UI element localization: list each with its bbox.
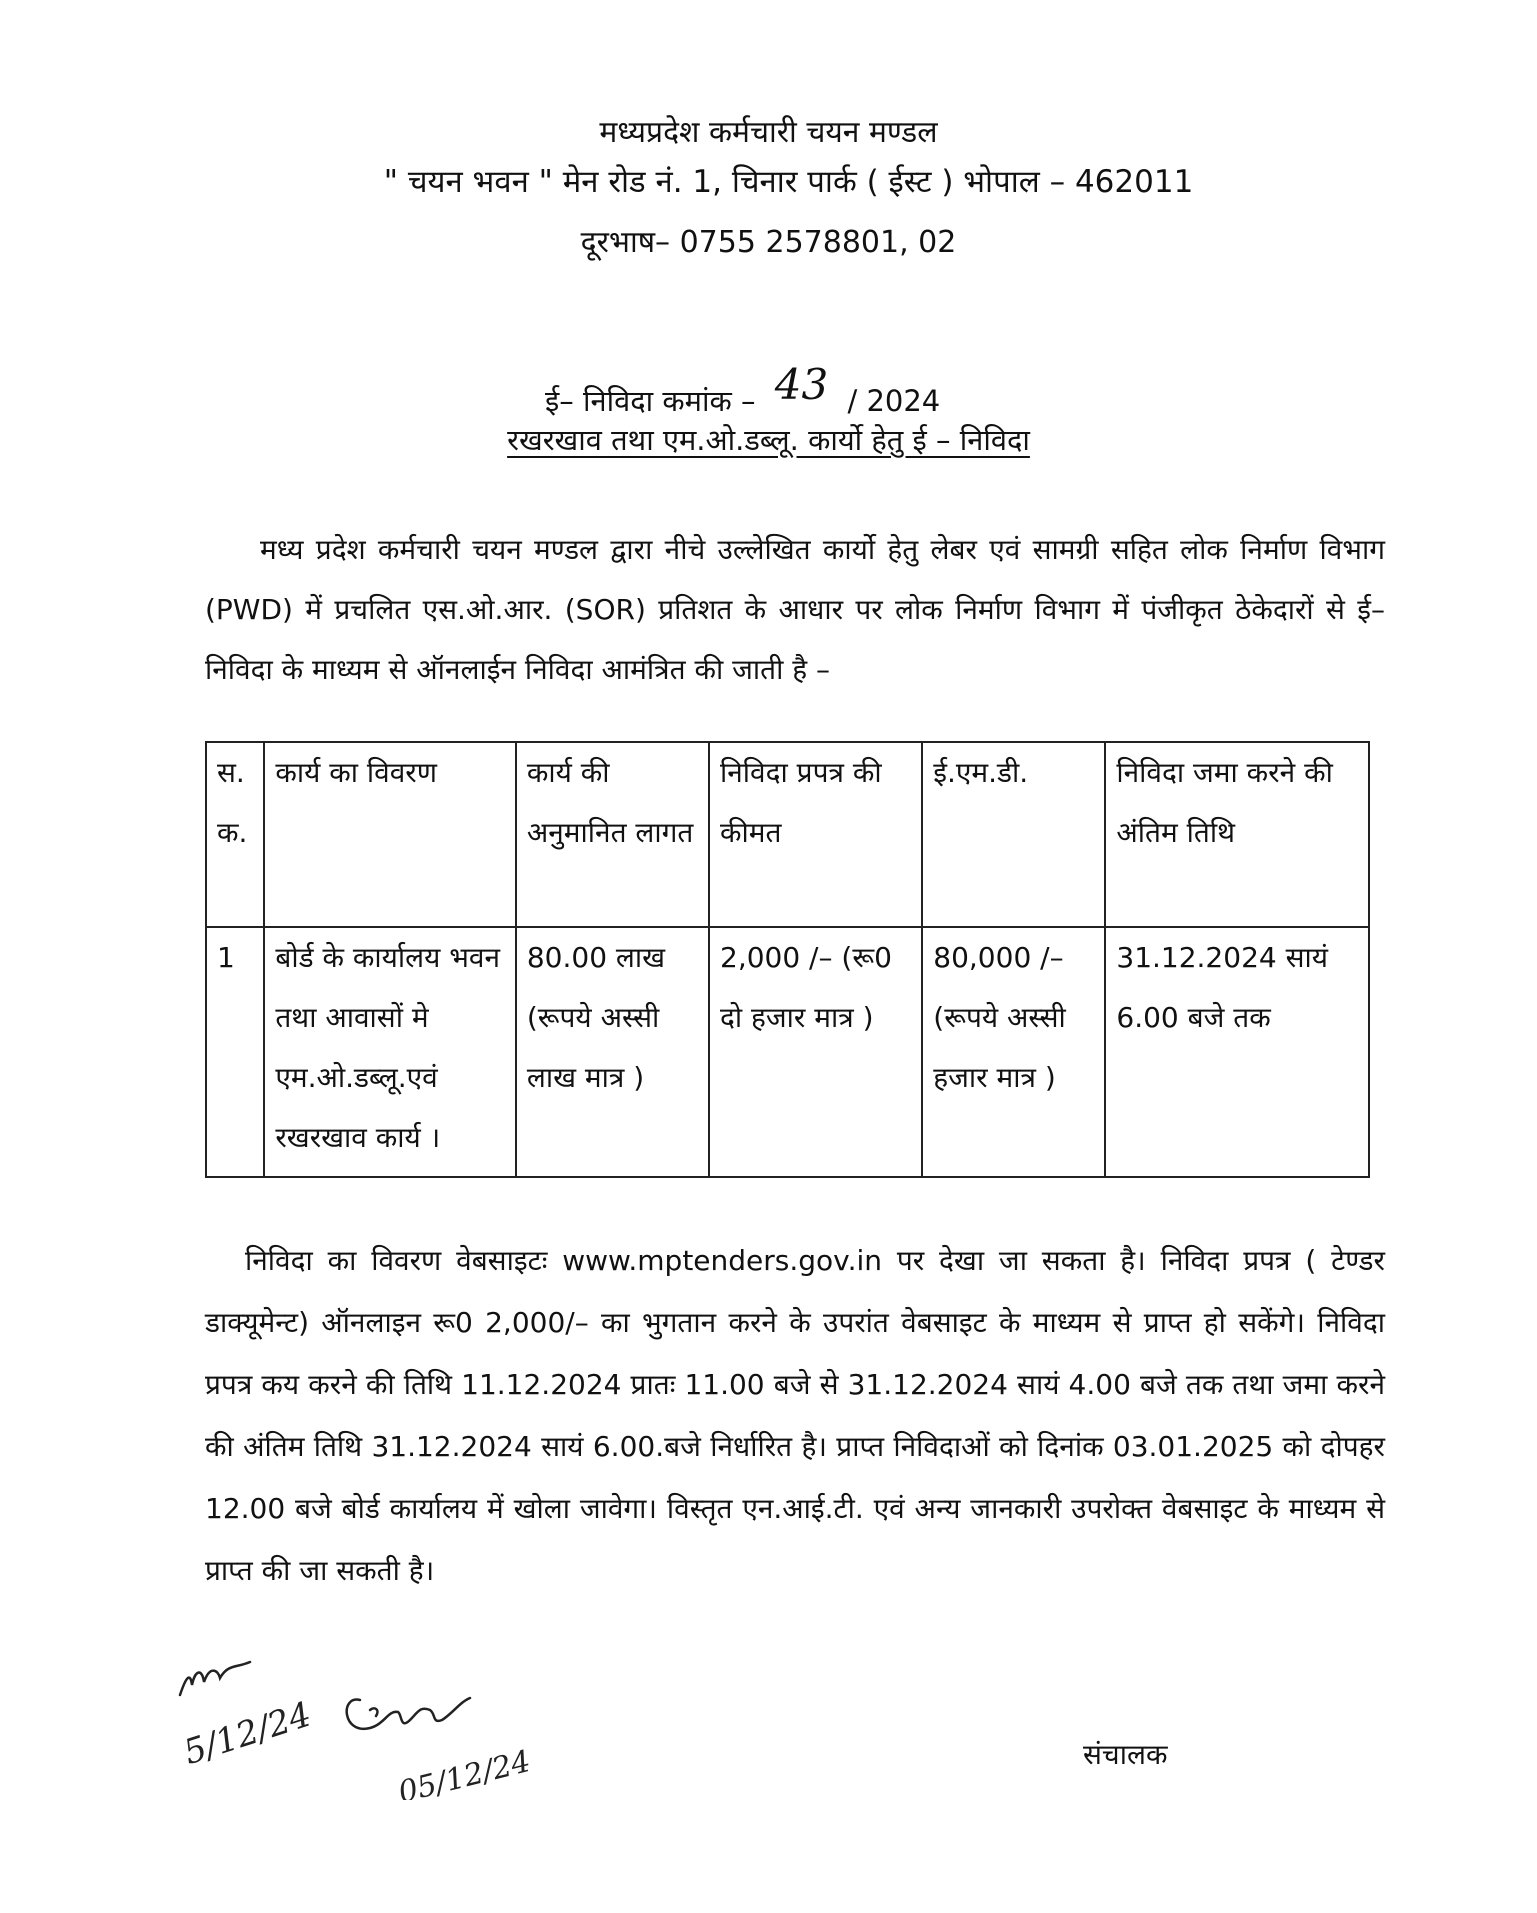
- cell-last-date: 31.12.2024 सायं 6.00 बजे तक: [1105, 927, 1369, 1177]
- col-header-work-description: कार्य का विवरण: [264, 742, 516, 927]
- col-header-form-price: निविदा प्रपत्र की कीमत: [709, 742, 922, 927]
- org-phone: दूरभाष– 0755 2578801, 02: [580, 225, 957, 260]
- cell-estimated-cost: 80.00 लाख (रूपये अस्सी लाख मात्र ): [516, 927, 709, 1177]
- tender-year: / 2024: [847, 384, 941, 418]
- tender-number-line: [545, 360, 941, 421]
- col-header-estimated-cost: कार्य की अनुमानित लागत: [516, 742, 709, 927]
- signature-2-flourish: [370, 1708, 377, 1716]
- cell-serial: 1: [206, 927, 264, 1177]
- details-paragraph: निविदा का विवरण वेबसाइटः www.mptenders.gov.in पर देखा जा सकता है। निविदा प्रपत्र ( टेण्डर डाक्यूमेन्ट) ऑनलाइन रू0 2,000/– का भुगतान करने के उपरांत वेबसाइट के माध्यम से प्राप्त हो सकेंगे। निविदा प्रपत्र कय करने की तिथि 11.12.2024 प्रातः 11.00 बजे से 31.12.2024 सायं 4.00 बजे तक तथा जमा करने की अंतिम तिथि 31.12.2024 सायं 6.00.बजे निर्धारित है। प्राप्त निविदाओं को दिनांक 03.01.2025 को दोपहर 12.00 बजे बोर्ड कार्यालय में खोला जावेगा। विस्तृत एन.आई.टी. एवं अन्य जानकारी उपरोक्त वेबसाइट के माध्यम से प्राप्त की जा सकती है।: [205, 1244, 1385, 1587]
- signature-2-scribble: [347, 1698, 470, 1729]
- org-address: " चयन भवन " मेन रोड नं. 1, चिनार पार्क ( ईस्ट ) भोपाल – 462011: [383, 164, 1194, 200]
- cell-form-price: 2,000 /– (रू0 दो हजार मात्र ): [709, 927, 922, 1177]
- tender-number-handwritten: 43: [774, 360, 829, 409]
- signature-2-date: 05/12/24: [394, 1743, 535, 1800]
- table-header-row: [206, 742, 1369, 927]
- cell-emd: 80,000 /– (रूपये अस्सी हजार मात्र ): [922, 927, 1105, 1177]
- tender-table: [205, 741, 1370, 1178]
- handwritten-signatures: [170, 1640, 570, 1800]
- cell-work-description: बोर्ड के कार्यालय भवन तथा आवासों मे एम.ओ.डब्लू.एवं रखरखाव कार्य ।: [264, 927, 516, 1177]
- col-header-emd: ई.एम.डी.: [922, 742, 1105, 927]
- table-row: [206, 927, 1369, 1177]
- signature-drawing: [170, 1640, 570, 1800]
- org-name: मध्यप्रदेश कर्मचारी चयन मण्डल: [599, 115, 938, 150]
- tender-subject: रखरखाव तथा एम.ओ.डब्लू. कार्यो हेतु ई – निविदा: [507, 423, 1030, 457]
- designation: संचालक: [1083, 1738, 1168, 1771]
- col-header-serial: स. क.: [206, 742, 264, 927]
- tender-number-prefix: ई– निविदा कमांक –: [545, 384, 756, 418]
- col-header-last-date: निविदा जमा करने की अंतिम तिथि: [1105, 742, 1369, 927]
- intro-paragraph: मध्य प्रदेश कर्मचारी चयन मण्डल द्वारा नीचे उल्लेखित कार्यो हेतु लेबर एवं सामग्री सहित लोक निर्माण विभाग (PWD) में प्रचलित एस.ओ.आर. (SOR) प्रतिशत के आधार पर लोक निर्माण विभाग में पंजीकृत ठेकेदारों से ई– निविदा के माध्यम से ऑनलाईन निविदा आमंत्रित की जाती है –: [205, 533, 1385, 686]
- signature-1-scribble: [180, 1662, 250, 1695]
- signature-1-date: 5/12/24: [179, 1694, 317, 1774]
